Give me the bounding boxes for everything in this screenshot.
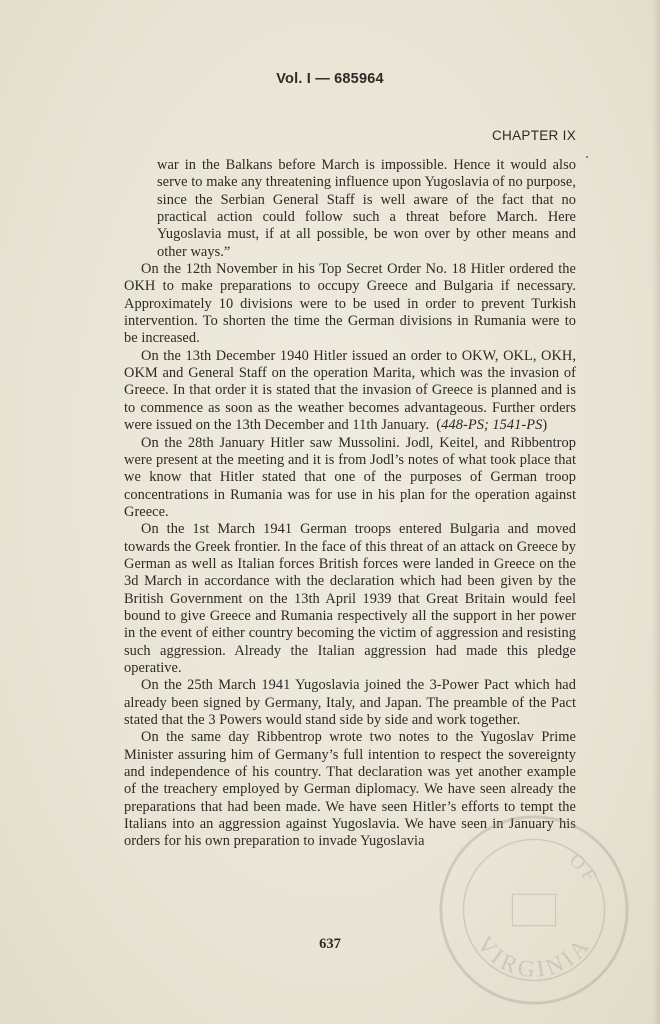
- body-text: [124, 157, 576, 851]
- stamp-text-bottom: VIRGINIA: [471, 931, 597, 984]
- paragraph-operation-marita: On the 13th December 1940 Hitler issued an order to OKW, OKL, OKH, OKM and General Staff on the operation Marita, which was the invasion of Greece. In that order it is stated that the invasion of Greece is planned and is to commence as soon as the weather becomes advantageous. Further orders were issued on the 13th December and 11th January. (448-PS; 1541-PS): [124, 347, 576, 434]
- block-quote: war in the Balkans before March is impossible. Hence it would also serve to make any threatening influence upon Yugoslavia of no purpose, since the Serbian General Staff is well aware of the fact that no practical action could follow such a threat before March. Here Yugoslavia must, if at all possible, be won over by other means and other ways.”: [157, 157, 576, 260]
- library-stamp-seal: [436, 812, 632, 1008]
- paragraph-three-power-pact: On the 25th March 1941 Yugoslavia joined the 3-Power Pact which had already been signed by Germany, Italy, and Japan. The preamble of the Pact stated that the 3 Powers would stand side by side and work together.: [124, 677, 576, 728]
- document-reference: 448-PS; 1541-PS: [441, 417, 543, 434]
- paragraph-okh-order: On the 12th November in his Top Secret Order No. 18 Hitler ordered the OKH to make preparations to occupy Greece and Bulgaria if necessary. Approximately 10 divisions were to be used in order to prevent Turkish intervention. To shorten the time the German divisions in Rumania were to be increased.: [124, 261, 576, 347]
- paragraph-bulgaria: On the 1st March 1941 German troops entered Bulgaria and moved towards the Greek frontier. In the face of this threat of an attack on Greece by German as well as Italian forces British forces were landed in Greece on the 3d March in accordance with the declaration which had been given by the British Government on the 13th April 1939 that Great Britain would feel bound to give Greece and Rumania respectively all the support in her power in the event of either country becoming the victim of aggression and resisting such aggression. Already the Italian aggression had made this pledge operative.: [124, 521, 576, 676]
- paragraph-mussolini-meeting: On the 28th January Hitler saw Mussolini. Jodl, Keitel, and Ribbentrop were present at the meeting and it is from Jodl’s notes of what took place that we know that Hitler stated that one of the purposes of German troop concentrations in Rumania was for use in his plan for the operation against Greece.: [124, 434, 576, 520]
- paragraph-marita-text: On the 13th December 1940 Hitler issued an order to OKW, OKL, OKH, OKM and General Staff on the operation Marita, which was the invasion of Greece. In that order it is stated that the invasion of Greece is planned and is to commence as soon as the weather becomes advantageous. Further orders were issued on the 13th December and 11th January.: [124, 347, 576, 434]
- chapter-heading: CHAPTER IX: [491, 128, 576, 143]
- paragraph-ribbentrop-notes: On the same day Ribbentrop wrote two notes to the Yugoslav Prime Minister assuring him of Germany’s full intention to respect the sovereignty and independence of his country. That declaration was yet another example of the treachery employed by German diplomacy. We have seen already the preparations that had been made. We have seen Hitler’s efforts to tempt the Italians into an aggression against Yugoslavia. We have seen in January his orders for his own preparation to invade Yugoslavia: [124, 729, 576, 850]
- page-number: 637: [319, 936, 341, 952]
- paper-speck: [586, 156, 588, 158]
- svg-text:VIRGINIA: [471, 931, 597, 983]
- running-head: Vol. I — 685964: [276, 71, 384, 87]
- page-edge-shadow: [652, 0, 660, 1024]
- stamp-text-top: OF: [564, 849, 602, 889]
- svg-text:OF: [565, 850, 602, 888]
